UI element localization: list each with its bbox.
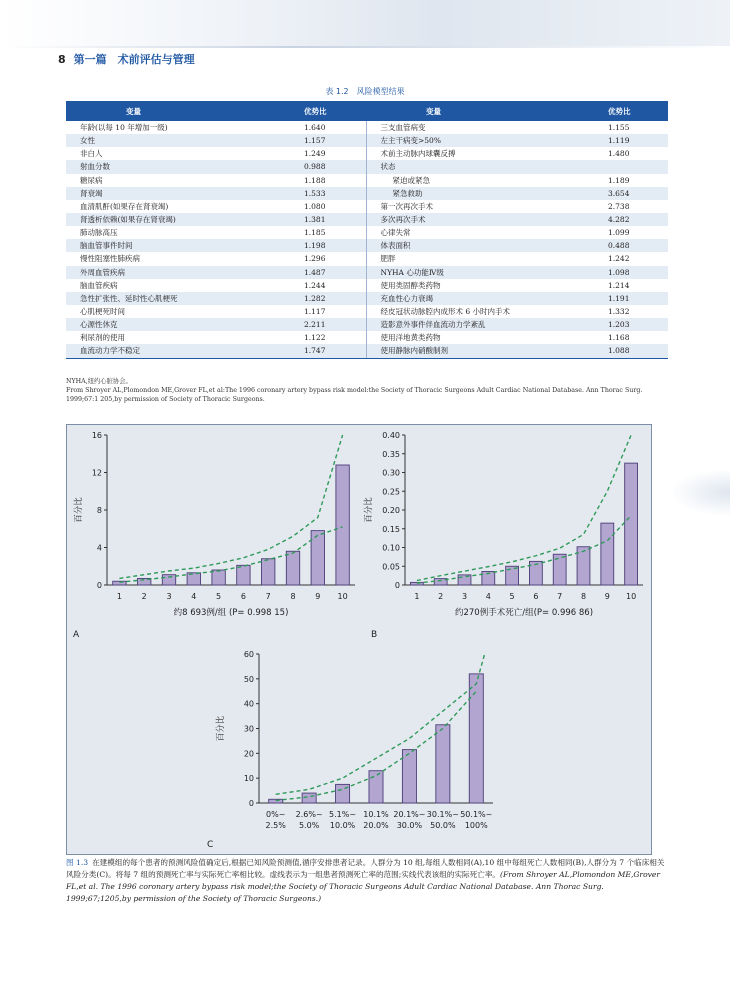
table-row — [66, 239, 668, 252]
y-tick-label: 60 — [243, 650, 254, 659]
figure-panel-box — [66, 424, 652, 855]
bar — [311, 531, 324, 585]
x-tick-label: 9 — [315, 592, 321, 601]
x-tick-label: 4 — [485, 592, 491, 601]
table-note-abbrev: NYHA,纽约心脏协会。 — [66, 378, 132, 385]
x-tick-label: 2 — [141, 592, 147, 601]
y-tick-label: 0.10 — [382, 543, 400, 553]
table-cell-variable: 状态 — [366, 160, 602, 173]
table-header-row — [66, 101, 668, 121]
table-row — [66, 344, 668, 358]
x-axis-title: 约8 693例/组 (P= 0.998 15) — [173, 608, 289, 618]
figure-caption-text: 在建模组的每个患者的预测风险值确定后,根据已知风险预测值,循序安排患者记录。人群分为 10 组,每组人数相同(A),10 组中每组死亡人数相同(B),人群分为 7 个临床相关风险分类(C)。将每 7 组的预测死亡率与实际死亡率相比较。虚线表示为一组患者预测死亡率的范围;实线代表该组的实际死亡率。 — [66, 858, 665, 879]
table-cell-odds-ratio: 1.119 — [602, 134, 668, 147]
x-tick-label: 6 — [533, 592, 539, 601]
y-tick-label: 0.15 — [382, 524, 400, 534]
running-head — [58, 51, 195, 67]
table-row — [66, 279, 668, 292]
bar — [625, 463, 638, 585]
table-cell-odds-ratio: 1.088 — [602, 344, 668, 358]
table-cell-odds-ratio: 4.282 — [602, 213, 668, 226]
table-cell-odds-ratio: 1.381 — [298, 213, 366, 226]
x-tick-label: 6 — [240, 592, 246, 601]
x-tick-label: 2 — [438, 592, 444, 601]
table-cell-variable: 脑血管疾病 — [80, 280, 118, 290]
table-cell-variable: 第一次再次手术 — [380, 201, 433, 211]
y-tick-label: 4 — [96, 543, 102, 553]
bar — [262, 559, 275, 585]
x-tick-label: 5 — [509, 592, 515, 601]
table-cell-variable: 糖尿病 — [80, 175, 103, 185]
y-tick-label: 0 — [394, 581, 400, 590]
lower-bound-line — [417, 516, 631, 584]
table-cell-odds-ratio: 1.244 — [298, 279, 366, 292]
table-cell-odds-ratio: 2.211 — [298, 318, 366, 331]
bar — [436, 725, 450, 803]
risk-model-table — [66, 101, 668, 359]
table-cell-variable: 使用类固醇类药物 — [380, 280, 441, 290]
table-cell-variable: 利尿剂的使用 — [80, 333, 125, 343]
x-tick-label: 20.1%~ — [393, 810, 426, 819]
bar — [212, 570, 225, 585]
bar — [577, 547, 590, 585]
table-cell-variable: 紧急救助 — [366, 187, 602, 200]
table-cell-variable: 术前主动脉内球囊反搏 — [380, 149, 456, 159]
table-row — [66, 305, 668, 318]
table-cell-odds-ratio: 3.654 — [602, 187, 668, 200]
x-tick-label: 8 — [290, 592, 296, 601]
chart-panel-a — [67, 425, 357, 645]
table-cell-variable: 脑血管事件时间 — [66, 239, 298, 252]
x-tick-label: 3 — [166, 592, 172, 601]
x-tick-label: 2.5% — [265, 821, 286, 830]
bar — [601, 523, 614, 585]
bar — [336, 465, 349, 585]
x-tick-label: 30.0% — [396, 821, 423, 830]
x-tick-label: 5 — [216, 592, 222, 601]
table-cell-variable: 肾透析依赖(如果存在肾衰竭) — [66, 213, 298, 226]
x-tick-label: 7 — [265, 592, 271, 601]
table-header-cell: 优势比 — [298, 101, 366, 121]
y-tick-label: 0.35 — [382, 449, 400, 459]
table-header-cell: 变量 — [366, 101, 602, 121]
table-cell-variable: 肾衰竭 — [66, 187, 298, 200]
y-axis-title: 百分比 — [74, 497, 84, 523]
table-row — [66, 134, 668, 147]
x-tick-label: 8 — [580, 592, 587, 601]
table-cell-variable: 心律失常 — [380, 228, 411, 238]
table-header-cell: 变量 — [66, 101, 298, 121]
table-cell-variable: 心源性休克 — [66, 318, 298, 331]
table-cell-variable: 造影意外事件伴血流动力学紊乱 — [366, 318, 602, 331]
y-tick-label: 12 — [91, 468, 102, 478]
table-row — [66, 292, 668, 305]
table-cell-variable: 三支血管病变 — [380, 123, 426, 133]
x-tick-label: 10.0% — [329, 821, 356, 830]
table-cell-variable: 射血分数 — [66, 160, 298, 173]
chart-panel-b — [357, 425, 651, 645]
x-tick-label: 1 — [116, 592, 122, 601]
table-cell-variable: 慢性阻塞性肺疾病 — [80, 254, 140, 264]
table-cell-variable: 肥胖 — [380, 254, 396, 264]
table-row — [66, 187, 668, 200]
y-axis-title: 百分比 — [216, 715, 226, 742]
table-cell-odds-ratio: 1.747 — [298, 344, 366, 358]
x-tick-label: 100% — [464, 821, 488, 830]
table-cell-odds-ratio: 1.198 — [298, 239, 366, 252]
x-tick-label: 2.6%~ — [295, 810, 323, 819]
y-tick-label: 0.20 — [382, 506, 400, 515]
table-cell-variable: 心肌梗死时间 — [80, 307, 125, 317]
x-tick-label: 1 — [414, 592, 420, 601]
x-tick-label: 3 — [461, 592, 468, 601]
upper-bound-line — [417, 435, 631, 581]
y-tick-label: 8 — [96, 506, 102, 515]
y-tick-label: 0 — [248, 799, 254, 808]
x-tick-label: 7 — [557, 592, 563, 601]
table-cell-odds-ratio: 1.533 — [298, 187, 366, 200]
table-cell-odds-ratio: 1.480 — [608, 149, 630, 159]
y-tick-label: 16 — [91, 431, 102, 440]
table-cell-odds-ratio: 1.487 — [298, 266, 366, 279]
table-cell-odds-ratio: 1.296 — [298, 252, 366, 265]
table-cell-variable: 紧迫或紧急 — [392, 175, 430, 185]
x-tick-label: 50.0% — [430, 821, 456, 830]
table-cell-variable: 经皮冠状动脉腔内成形术 6 小时内手术 — [380, 307, 511, 317]
bar — [237, 565, 250, 585]
x-tick-label: 50.1%~ — [460, 810, 493, 819]
header-banner — [0, 0, 730, 48]
table-cell-variable: NYHA 心功能Ⅳ级 — [366, 266, 602, 279]
table-cell-odds-ratio: 1.185 — [298, 226, 366, 239]
figure-caption — [66, 857, 670, 905]
table-cell-variable: 多次再次手术 — [366, 213, 602, 226]
x-tick-label: 5.0% — [298, 821, 320, 830]
part-title: 第一篇 术前评估与管理 — [73, 53, 195, 66]
bar — [162, 575, 175, 585]
table-row — [66, 318, 668, 331]
table-cell-variable: 使用洋地黄类药物 — [380, 333, 441, 343]
table-cell-variable: 女性 — [66, 134, 298, 147]
table-caption: 表 1.2 风险模型结果 — [325, 87, 405, 96]
table-cell-odds-ratio — [602, 160, 668, 173]
figure-caption-source: (From Shroyer AL,Plomondon ME,Grover FL,et al. The 1996 coronary artery bypass risk model;the Society of Thoracic Surgeons Adult Cardiac National Database. Ann Thorac Surg. 1999;67;1205,by permission of the Society of Thoracic Surgeons.) — [66, 870, 661, 903]
table-cell-odds-ratio: 1.640 — [298, 121, 366, 134]
x-tick-label: 10.1% — [363, 810, 389, 819]
y-tick-label: 0 — [96, 581, 102, 590]
table-cell-variable: 体表面积 — [366, 239, 602, 252]
table-cell-odds-ratio: 1.117 — [298, 305, 366, 318]
table-note-source: From Shroyer AL,Plomondon ME,Grover FL,et al:The 1996 coronary artery bypass risk model:the Society of Thoracic Surgeons Adult Cardiac National Database. Ann Thorac Surg. 1999;67:1 205,by permission of Society of Thoracic Surgeons. — [66, 387, 643, 403]
panel-letter: B — [371, 630, 378, 640]
table-cell-variable: 血清肌酐(如果存在肾衰竭) — [80, 201, 169, 211]
table-cell-odds-ratio: 1.188 — [298, 174, 366, 187]
table-cell-odds-ratio: 1.242 — [608, 254, 630, 264]
table-cell-odds-ratio: 1.122 — [298, 331, 366, 344]
table-row — [66, 226, 668, 239]
table-cell-variable: 肺动脉高压 — [80, 228, 118, 238]
x-axis-title: 约270例手术死亡/组(P= 0.996 86) — [454, 608, 594, 618]
table-cell-variable: 非白人 — [80, 149, 103, 159]
chart-panel-c — [207, 637, 517, 854]
figure-label: 图 1.3 — [66, 858, 89, 867]
bar — [402, 750, 416, 803]
table-cell-odds-ratio: 1.099 — [608, 228, 630, 238]
table-cell-odds-ratio: 1.157 — [298, 134, 366, 147]
table-cell-odds-ratio: 1.214 — [608, 280, 630, 290]
table-cell-odds-ratio: 1.098 — [602, 266, 668, 279]
bar — [286, 551, 299, 585]
y-axis-title: 百分比 — [364, 497, 374, 523]
x-tick-label: 20.0% — [363, 821, 389, 830]
bar — [469, 674, 483, 803]
table-row — [66, 147, 668, 160]
bar — [369, 771, 383, 803]
table-row — [66, 252, 668, 265]
table-notes — [66, 377, 670, 404]
table-cell-variable: 使用静脉内硝酸制剂 — [366, 344, 602, 358]
x-tick-label: 10 — [626, 592, 637, 601]
lower-bound-line — [119, 527, 342, 582]
panel-letter: A — [73, 630, 80, 640]
table-cell-variable: 充血性心力衰竭 — [366, 292, 602, 305]
y-tick-label: 50 — [243, 674, 254, 684]
table-cell-variable: 急性扩张性、延时性心肌梗死 — [66, 292, 298, 305]
table-cell-odds-ratio: 2.738 — [608, 201, 630, 211]
table-cell-odds-ratio: 1.282 — [298, 292, 366, 305]
y-tick-label: 10 — [243, 774, 254, 784]
table-row — [66, 213, 668, 226]
table-row — [66, 174, 668, 187]
table-cell-odds-ratio: 1.168 — [608, 333, 630, 343]
margin-decoration — [673, 470, 730, 515]
table-cell-variable: 左主干病变>50% — [366, 134, 602, 147]
table-cell-odds-ratio: 1.189 — [608, 175, 630, 185]
table-row — [66, 160, 668, 173]
page-number: 8 — [58, 52, 66, 66]
x-tick-label: 4 — [191, 592, 197, 601]
table-cell-odds-ratio: 1.155 — [608, 123, 630, 133]
table-cell-odds-ratio: 1.203 — [602, 318, 668, 331]
panel-letter: C — [207, 840, 214, 850]
y-tick-label: 0.30 — [382, 468, 400, 478]
table-cell-odds-ratio: 1.191 — [602, 292, 668, 305]
table-cell-odds-ratio: 0.988 — [298, 160, 366, 173]
table-cell-odds-ratio: 1.080 — [298, 200, 366, 213]
table-row — [66, 331, 668, 344]
table-cell-variable: 年龄(以每 10 年增加一级) — [80, 123, 168, 133]
table-row — [66, 266, 668, 279]
table-cell-odds-ratio: 1.332 — [608, 307, 630, 317]
table-cell-variable: 外周血管疾病 — [66, 266, 298, 279]
y-tick-label: 0.05 — [382, 562, 400, 572]
table-cell-odds-ratio: 1.249 — [298, 147, 366, 160]
x-tick-label: 5.1%~ — [329, 810, 357, 819]
table-row — [66, 200, 668, 213]
upper-bound-line — [119, 435, 342, 578]
x-tick-label: 0%~ — [266, 810, 286, 819]
table-row — [66, 121, 668, 134]
y-tick-label: 0.40 — [382, 431, 400, 440]
y-tick-label: 30 — [243, 724, 254, 734]
x-tick-label: 9 — [604, 592, 610, 601]
x-tick-label: 10 — [337, 592, 348, 601]
table-cell-variable: 血流动力学不稳定 — [66, 344, 298, 358]
y-tick-label: 40 — [243, 699, 254, 709]
y-tick-label: 20 — [243, 749, 254, 759]
table-cell-odds-ratio: 0.488 — [602, 239, 668, 252]
y-tick-label: 0.25 — [382, 487, 400, 497]
table-header-cell: 优势比 — [602, 101, 668, 121]
x-tick-label: 30.1%~ — [426, 810, 459, 819]
